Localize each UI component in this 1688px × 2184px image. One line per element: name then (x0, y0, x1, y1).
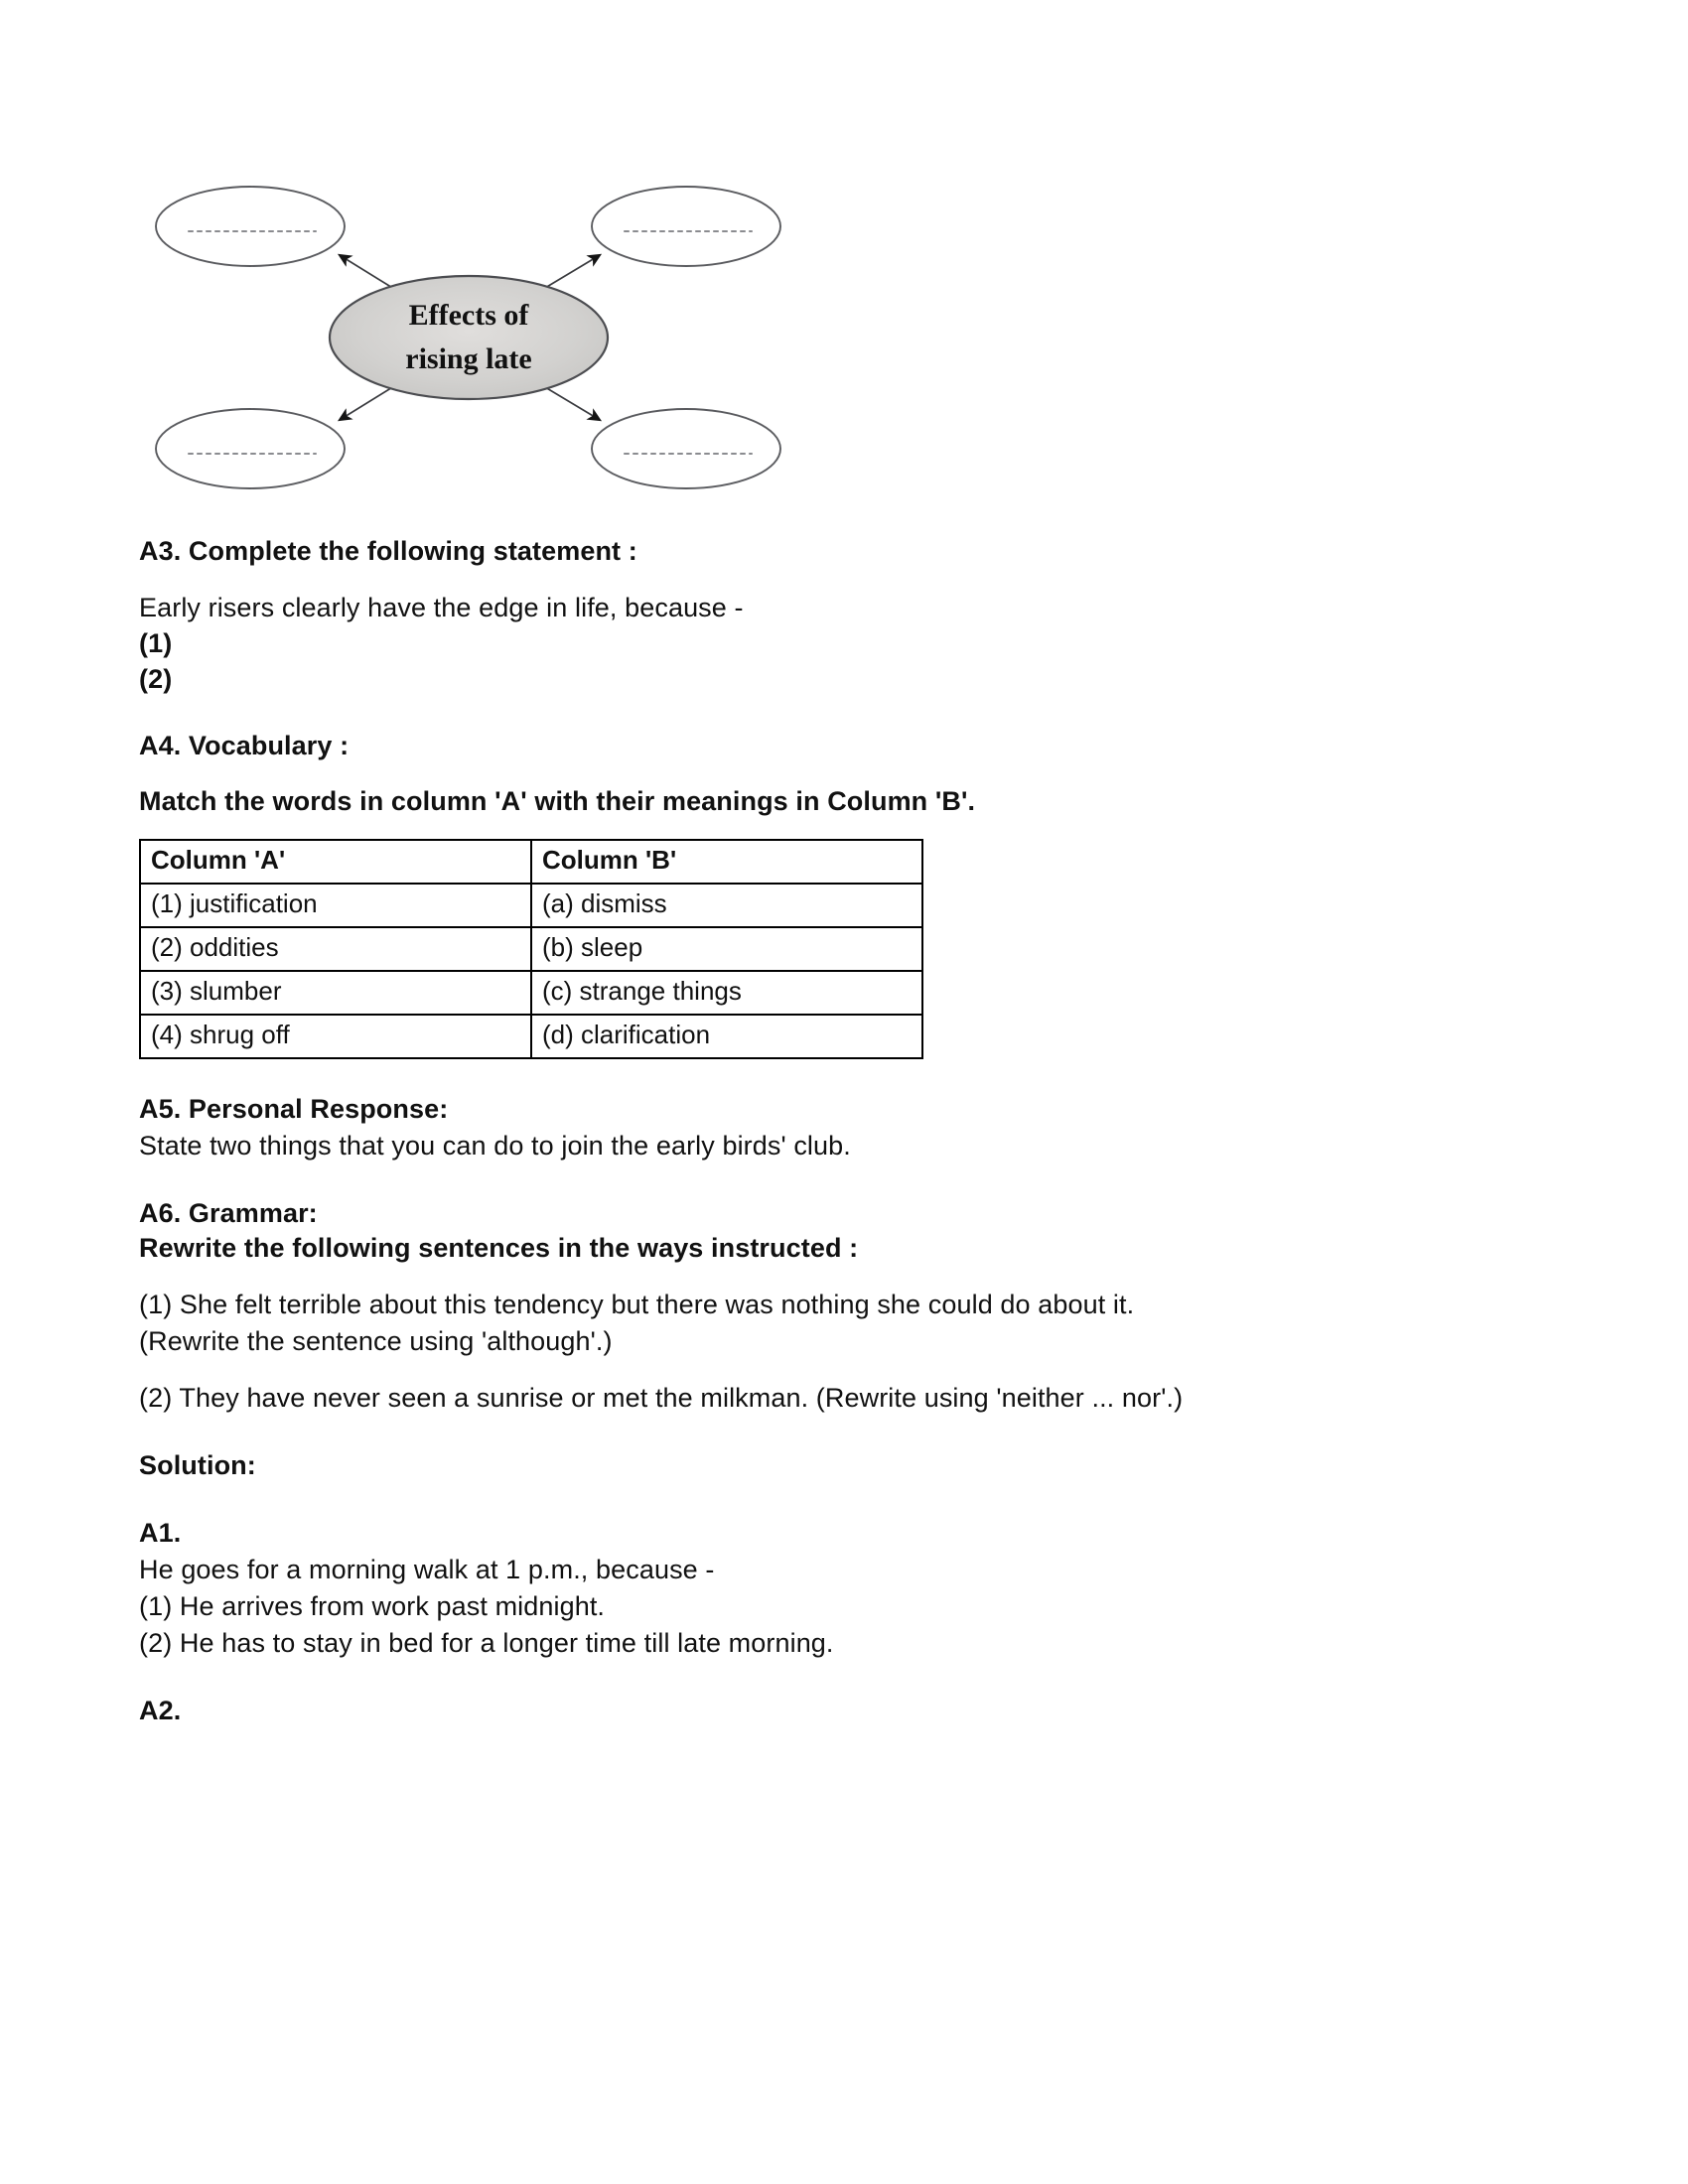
table-cell-a: (3) slumber (140, 971, 531, 1015)
table-header-row (140, 840, 922, 884)
branch-oval-top-left (156, 187, 345, 266)
a3-blank-1: (1) (139, 627, 173, 658)
branch-oval-bottom-right (592, 409, 780, 488)
table-cell-a: (1) justification (140, 884, 531, 927)
solution-a1-point-1: (1) He arrives from work past midnight. (139, 1591, 606, 1622)
a5-heading: A5. Personal Response: (139, 1093, 449, 1124)
diagram-center-label-line1: Effects of (408, 299, 529, 332)
branch-oval-top-right (592, 187, 780, 266)
a6-question-1-line-2: (Rewrite the sentence using 'although'.) (139, 1326, 613, 1357)
a5-body: State two things that you can do to join the early birds' club. (139, 1130, 851, 1160)
table-cell-b: (a) dismiss (531, 884, 922, 927)
a3-stem: Early risers clearly have the edge in life, because - (139, 592, 744, 622)
column-header-a: Column 'A' (140, 840, 531, 884)
table-row (140, 927, 922, 971)
a4-instruction: Match the words in column 'A' with their meanings in Column 'B'. (139, 786, 976, 817)
a6-question-2: (2) They have never seen a sunrise or met the milkman. (Rewrite using 'neither ... nor'.) (139, 1383, 1184, 1414)
diagram-center-node (330, 276, 608, 399)
document-content (139, 0, 1549, 1728)
table-row (140, 884, 922, 927)
a6-instruction: Rewrite the following sentences in the ways instructed : (139, 1233, 859, 1264)
table-cell-b: (b) sleep (531, 927, 922, 971)
table-row (140, 1015, 922, 1058)
a6-heading: A6. Grammar: (139, 1197, 318, 1228)
a6-question-1-line-1: (1) She felt terrible about this tendency but there was nothing she could do about it. (139, 1290, 1135, 1320)
table-cell-b: (c) strange things (531, 971, 922, 1015)
solution-a1-point-2: (2) He has to stay in bed for a longer time till late morning. (139, 1628, 834, 1659)
diagram-center-label-line2: rising late (405, 342, 532, 375)
a3-blank-2: (2) (139, 663, 173, 694)
solution-a1-label: A1. (139, 1518, 182, 1549)
vocabulary-match-table (139, 839, 923, 1059)
table-cell-a: (2) oddities (140, 927, 531, 971)
effects-of-rising-late-diagram (141, 174, 796, 501)
a3-heading: A3. Complete the following statement : (139, 536, 637, 566)
solution-a2-label: A2. (139, 1696, 182, 1726)
solution-heading: Solution: (139, 1450, 256, 1481)
table-cell-b: (d) clarification (531, 1015, 922, 1058)
branch-oval-bottom-left (156, 409, 345, 488)
column-header-b: Column 'B' (531, 840, 922, 884)
a4-heading: A4. Vocabulary : (139, 731, 350, 761)
table-cell-a: (4) shrug off (140, 1015, 531, 1058)
table-row (140, 971, 922, 1015)
solution-a1-stem: He goes for a morning walk at 1 p.m., because - (139, 1554, 715, 1584)
